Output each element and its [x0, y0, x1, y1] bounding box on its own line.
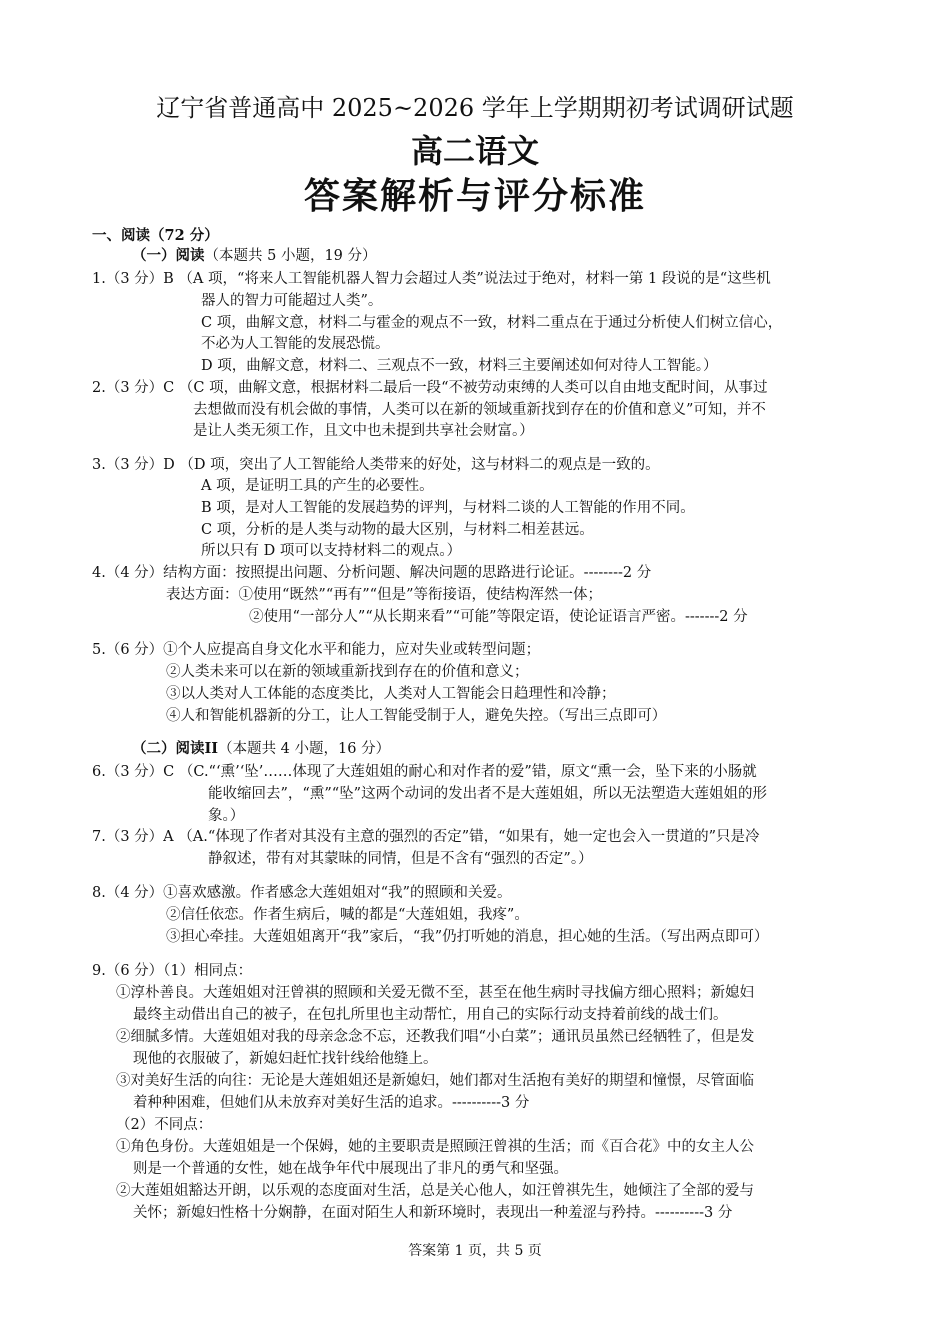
- q3-line-2: A 项，是证明工具的产生的必要性。: [201, 478, 434, 494]
- q7-line-2: 静叙述，带有对其蒙昧的同情，但是不含有“强烈的否定”。）: [208, 851, 593, 867]
- q9-line-11: ②大莲姐姐豁达开朗，以乐观的态度面对生活，总是关心他人，如汪曾祺先生，她倾注了全部的爱与: [116, 1183, 754, 1199]
- q9-line-10: 则是一个普通的女性，她在战争年代中展现出了非凡的勇气和坚强。: [133, 1161, 568, 1177]
- q9-line-12: 关怀；新媳妇性格十分娴静，在面对陌生人和新环境时，表现出一种羞涩与矜持。----------3 分: [133, 1205, 733, 1221]
- q6-line-3: 象。）: [208, 808, 245, 824]
- q9-line-3: 最终主动借出自己的被子，在包扎所里也主动帮忙，用自己的实际行动支持着前线的战士们。: [133, 1007, 728, 1023]
- q5-line-3: ③以人类对人工体能的态度类比，人类对人工智能会日趋理性和冷静；: [166, 686, 616, 702]
- part1-heading-label: （一）阅读: [132, 247, 205, 264]
- q8-line-2: ②信任依恋。作者生病后，喊的都是“大莲姐姐，我疼”。: [166, 907, 529, 923]
- q2-line-2: 去想做而没有机会做的事情，人类可以在新的领域重新找到存在的价值和意义”可知，并不: [193, 402, 766, 418]
- q1-line-2: 器人的智力可能超过人类”。: [201, 293, 383, 309]
- q3-line-1: 3.（3 分）D （D 项，突出了人工智能给人类带来的好处，这与材料二的观点是一致的。: [92, 457, 660, 473]
- page-footer: 答案第 1 页，共 5 页: [408, 1243, 542, 1259]
- q4-line-1: 4.（4 分）结构方面：按照提出问题、分析问题、解决问题的思路进行论证。--------2 分: [92, 565, 652, 581]
- q9-line-9: ①角色身份。大莲姐姐是一个保姆，她的主要职责是照顾汪曾祺的生活；而《百合花》中的女主人公: [116, 1139, 754, 1155]
- q9-line-8: （2）不同点：: [116, 1117, 213, 1133]
- subject-title: 高二语文: [410, 132, 539, 170]
- q9-line-6: ③对美好生活的向往：无论是大莲姐姐还是新媳妇，她们都对生活抱有美好的期望和憧憬，尽管面临: [116, 1073, 754, 1089]
- q3-line-4: C 项，分析的是人类与动物的最大区别，与材料二相差甚远。: [201, 522, 594, 538]
- q9-line-5: 现他的衣服破了，新媳妇赶忙找针线给他缝上。: [133, 1051, 438, 1067]
- q4-line-2: 表达方面：①使用“既然”“再有”“但是”等衔接语，使结构浑然一体；: [166, 587, 602, 603]
- q7-line-1: 7.（3 分）A （A.“体现了作者对其没有主意的强烈的否定”错，“如果有，她一定也会入一贯道的”只是冷: [92, 829, 760, 845]
- q5-line-4: ④人和智能机器新的分工，让人工智能受制于人，避免失控。（写出三点即可）: [166, 708, 667, 724]
- part2-heading-label: （二）阅读II: [132, 740, 219, 757]
- q1-line-4: 不必为人工智能的发展恐慌。: [201, 336, 390, 352]
- q5-line-2: ②人类未来可以在新的领域重新找到存在的价值和意义；: [166, 664, 529, 680]
- q5-line-1: 5.（6 分）①个人应提高自身文化水平和能力，应对失业或转型问题；: [92, 642, 541, 658]
- q1-line-3: C 项，曲解文意，材料二与霍金的观点不一致，材料二重点在于通过分析使人们树立信心，: [201, 315, 783, 331]
- q9-line-7: 着种种困难，但她们从未放弃对美好生活的追求。----------3 分: [133, 1095, 530, 1111]
- q2-line-1: 2.（3 分）C （C 项，曲解文意，根据材料二最后一段“不被劳动束缚的人类可以自由地支配时间，从事过: [92, 380, 768, 396]
- part1-heading: [132, 246, 377, 266]
- q1-line-5: D 项，曲解文意，材料二、三观点不一致，材料三主要阐述如何对待人工智能。）: [201, 358, 718, 374]
- part1-heading-note: （本题共 5 小题，19 分）: [204, 248, 377, 264]
- q6-line-2: 能收缩回去”，“熏”“坠”这两个动词的发出者不是大莲姐姐，所以无法塑造大莲姐姐的形: [208, 786, 768, 802]
- q3-line-3: B 项，是对人工智能的发展趋势的评判，与材料二谈的人工智能的作用不同。: [201, 500, 695, 516]
- q6-line-1: 6.（3 分）C （C.“‘熏’‘坠’……体现了大莲姐姐的耐心和对作者的爱”错，原文“熏一会，坠下来的小肠就: [92, 764, 757, 780]
- q1-line-1: 1.（3 分）B （A 项，“将来人工智能机器人智力会超过人类”说法过于绝对，材料一第 1 段说的是“这些机: [92, 271, 771, 287]
- section-heading-reading: 一、阅读（72 分）: [92, 227, 219, 244]
- q2-line-3: 是让人类无须工作，且文中也未提到共享社会财富。）: [193, 423, 534, 439]
- q8-line-3: ③担心牵挂。大莲姐姐离开“我”家后，“我”仍打听她的消息，担心她的生活。（写出两点即可）: [166, 929, 769, 945]
- q9-line-1: 9.（6 分）（1）相同点：: [92, 963, 253, 979]
- q9-line-4: ②细腻多情。大莲姐姐对我的母亲念念不忘，还教我们唱“小白菜”；通讯员虽然已经牺牲了，但是发: [116, 1029, 755, 1045]
- document-title: 答案解析与评分标准: [303, 175, 646, 217]
- part2-heading-note: （本题共 4 小题，16 分）: [218, 741, 391, 757]
- q8-line-1: 8.（4 分）①喜欢感激。作者感念大莲姐姐对“我”的照顾和关爱。: [92, 885, 512, 901]
- part2-heading: [132, 739, 390, 759]
- q3-line-5: 所以只有 D 项可以支持材料二的观点。）: [201, 543, 462, 559]
- exam-title: 辽宁省普通高中 2025~2026 学年上学期期初考试调研试题: [156, 94, 794, 122]
- q4-line-3: ②使用“一部分人”“从长期来看”“可能”等限定语，使论证语言严密。-------2 分: [249, 609, 748, 625]
- q9-line-2: ①淳朴善良。大莲姐姐对汪曾祺的照顾和关爱无微不至，甚至在他生病时寻找偏方细心照料；新媳妇: [116, 985, 754, 1001]
